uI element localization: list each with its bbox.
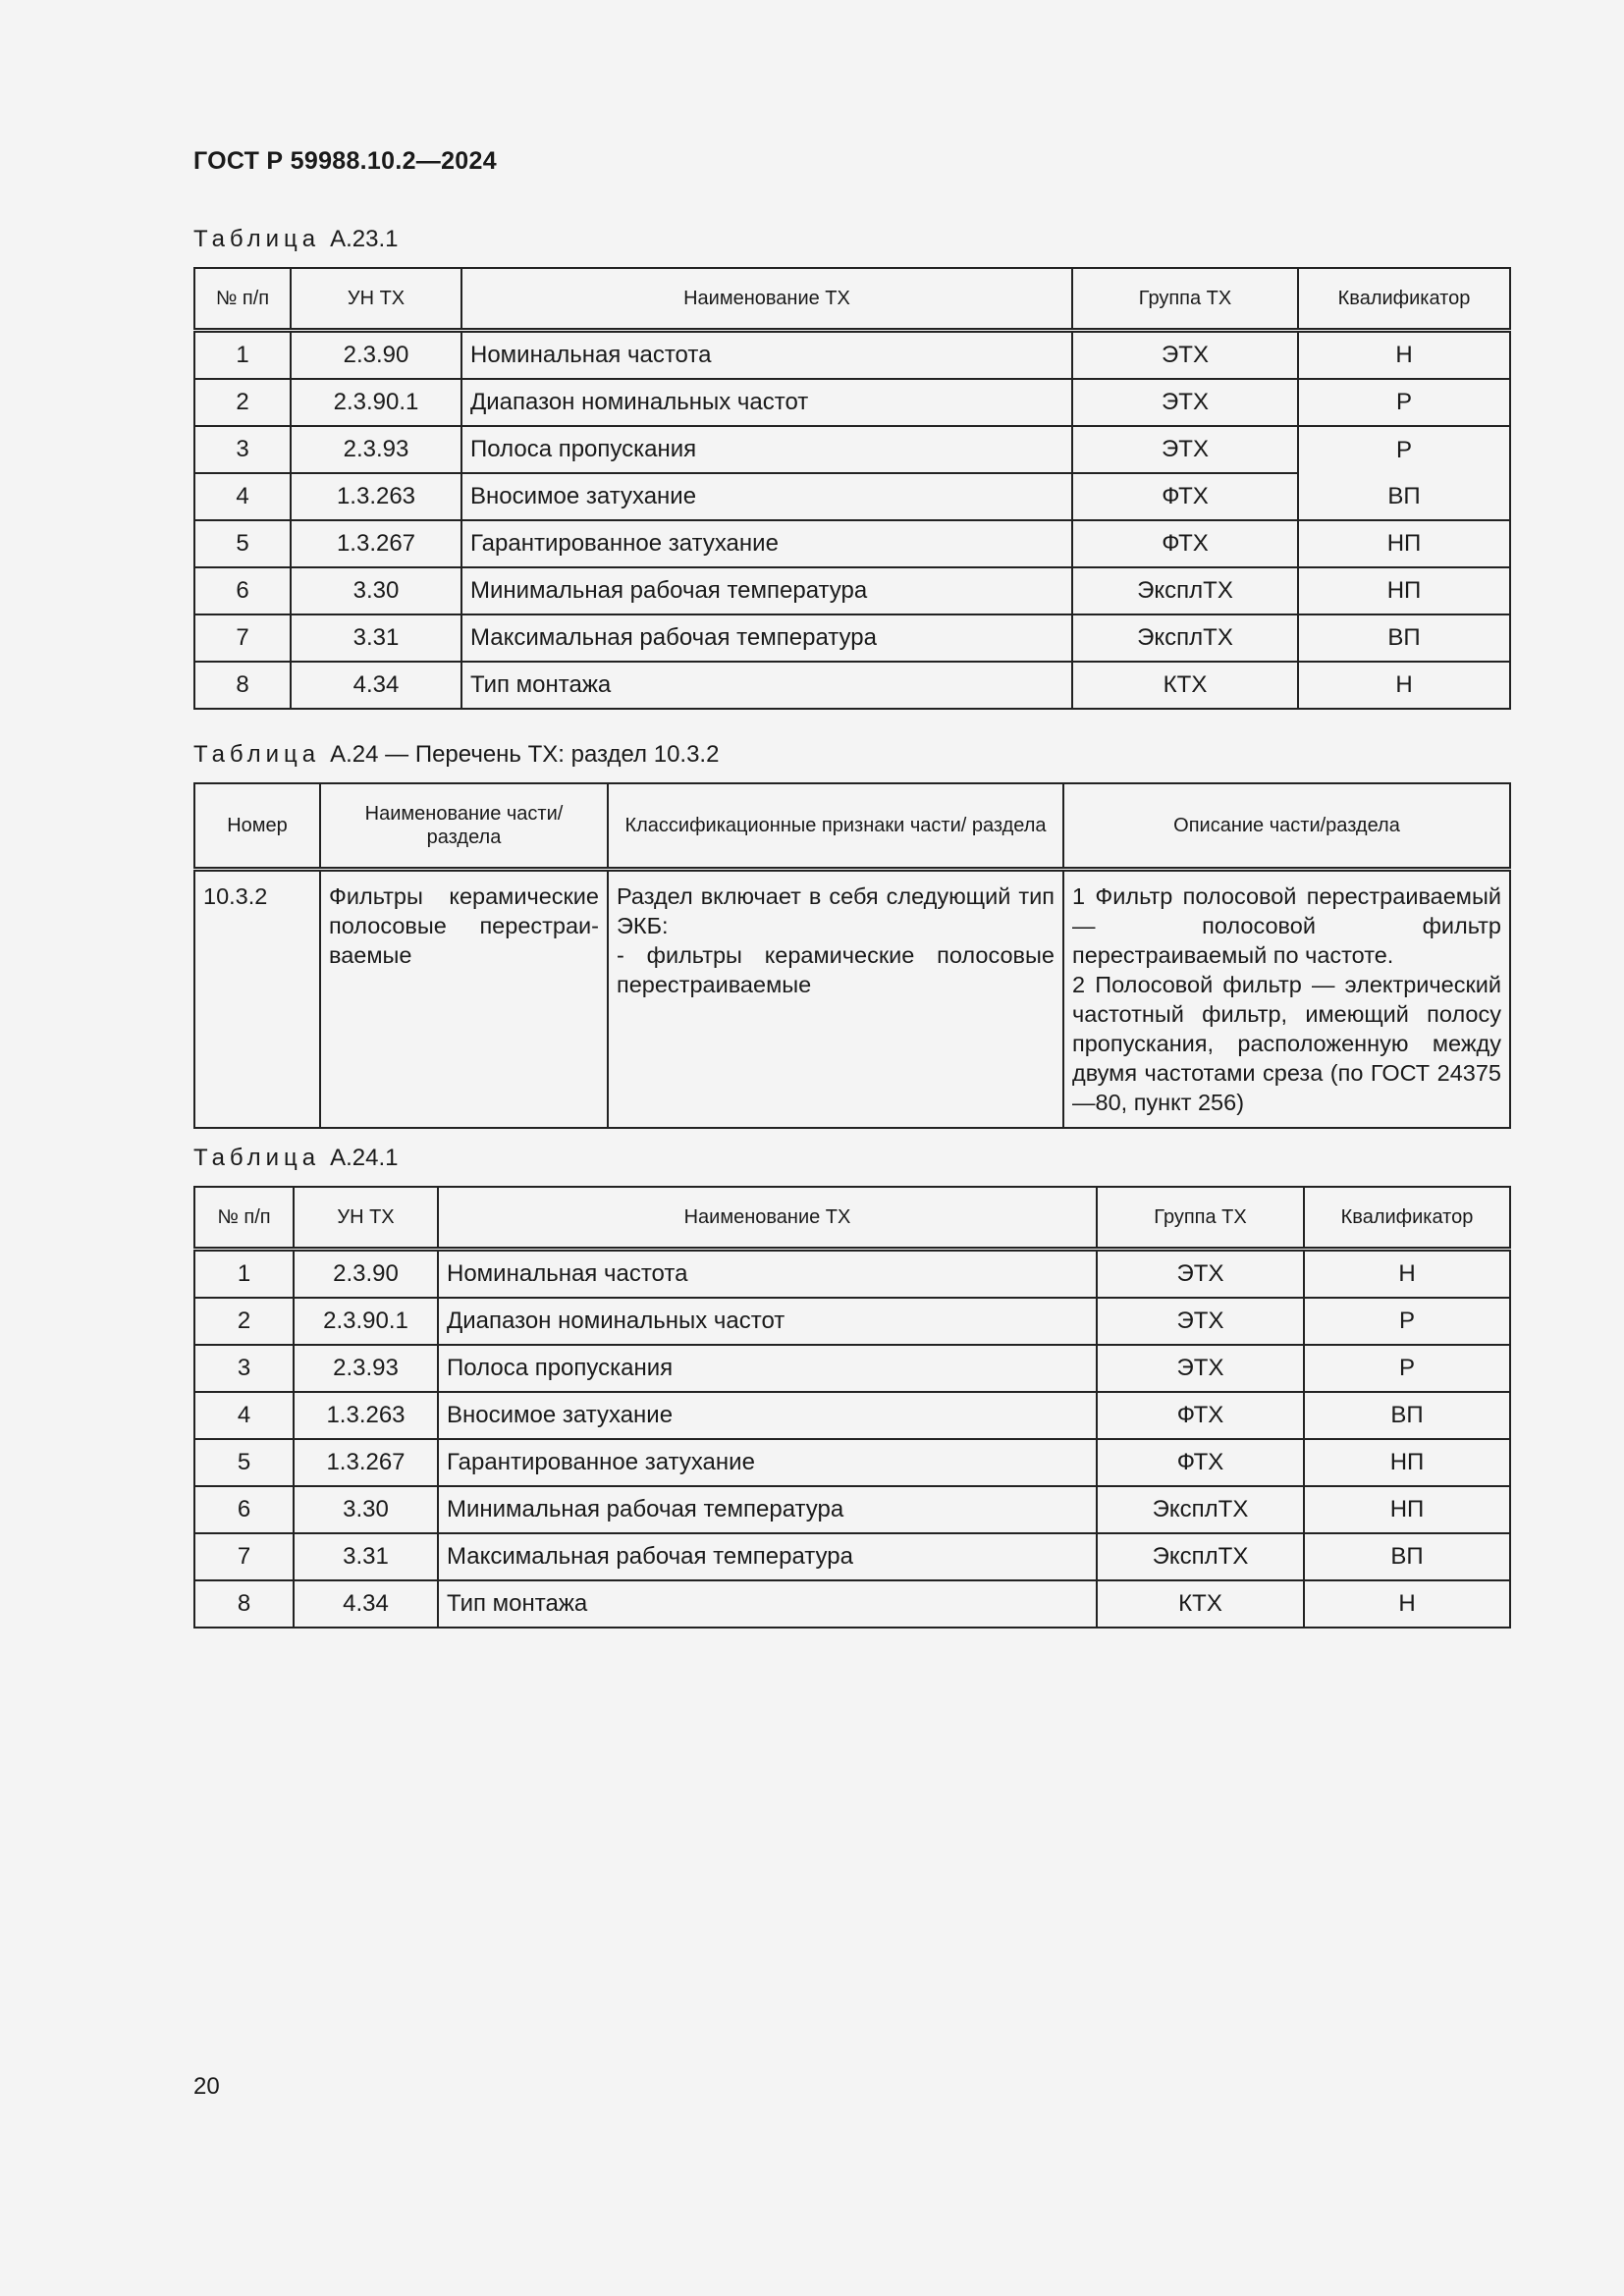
table-row	[194, 426, 1510, 473]
cell-qualifier: Н	[1298, 331, 1510, 380]
header-cell: Наименование ТХ	[438, 1187, 1097, 1250]
cell-name: Минимальная рабочая температура	[438, 1486, 1097, 1533]
description-item: 1 Фильтр полосовой перестраиваемый — полосовой фильтр перестраиваемый по частоте.	[1072, 883, 1501, 968]
cell-qualifier: НП	[1304, 1439, 1510, 1486]
cell-qualifier: ВП	[1298, 473, 1510, 520]
cell-qualifier: Н	[1298, 662, 1510, 709]
cell-code: 2.3.93	[291, 426, 461, 473]
cell-qualifier: ВП	[1304, 1392, 1510, 1439]
cell-qualifier: НП	[1298, 520, 1510, 567]
cell-group: КТХ	[1072, 662, 1298, 709]
cell-name: Минимальная рабочая температура	[461, 567, 1072, 614]
cell-name: Гарантированное затухание	[438, 1439, 1097, 1486]
cell-code: 2.3.90.1	[291, 379, 461, 426]
table-row	[194, 662, 1510, 709]
cell-index: 6	[194, 1486, 294, 1533]
table-row	[194, 1345, 1510, 1392]
header-cell: Наименование части/ раздела	[320, 783, 608, 870]
description-item: 2 Полосовой фильтр — электрический частотный фильтр, имеющий полосу пропускания, расположенную между двумя частотами среза (по ГОСТ 24375—80, пункт 256)	[1072, 972, 1501, 1115]
table-a24-1	[193, 1186, 1511, 1629]
cell-index: 4	[194, 1392, 294, 1439]
cell-group: ЭТХ	[1097, 1298, 1304, 1345]
cell-code: 3.30	[294, 1486, 438, 1533]
cell-qualifier: Н	[1304, 1250, 1510, 1299]
page-number: 20	[193, 2073, 220, 2100]
table-header-row	[194, 783, 1510, 870]
table-row	[194, 1439, 1510, 1486]
header-cell: Группа ТХ	[1072, 268, 1298, 331]
cell-code: 4.34	[291, 662, 461, 709]
cell-code: 2.3.93	[294, 1345, 438, 1392]
cell-name: Полоса пропускания	[438, 1345, 1097, 1392]
cell-qualifier: НП	[1304, 1486, 1510, 1533]
header-cell: Номер	[194, 783, 320, 870]
table-row	[194, 1250, 1510, 1299]
cell-name: Номинальная частота	[438, 1250, 1097, 1299]
cell-name: Полоса пропускания	[461, 426, 1072, 473]
table-row	[194, 1298, 1510, 1345]
cell-qualifier: Р	[1298, 379, 1510, 426]
caption-word: Таблица	[193, 226, 321, 252]
cell-code: 2.3.90.1	[294, 1298, 438, 1345]
classification-line: - фильтры керамические полосовые перестраиваемые	[617, 942, 1055, 997]
cell-name: Тип монтажа	[438, 1580, 1097, 1628]
caption-label: А.24 — Перечень ТХ: раздел 10.3.2	[330, 741, 720, 768]
cell-index: 3	[194, 1345, 294, 1392]
table-row	[194, 379, 1510, 426]
cell-name: Диапазон номинальных частот	[438, 1298, 1097, 1345]
cell-index: 2	[194, 1298, 294, 1345]
cell-name: Гарантированное затухание	[461, 520, 1072, 567]
cell-name: Диапазон номинальных частот	[461, 379, 1072, 426]
caption-label: А.24.1	[330, 1145, 399, 1171]
cell-index: 7	[194, 614, 291, 662]
cell-qualifier: ВП	[1304, 1533, 1510, 1580]
cell-code: 3.31	[294, 1533, 438, 1580]
header-cell: Наименование ТХ	[461, 268, 1072, 331]
cell-name: Тип монтажа	[461, 662, 1072, 709]
table-row	[194, 1533, 1510, 1580]
cell-code: 4.34	[294, 1580, 438, 1628]
cell-name: Номинальная частота	[461, 331, 1072, 380]
header-cell: Классификационные признаки части/ раздела	[608, 783, 1063, 870]
cell-group: ЭТХ	[1072, 379, 1298, 426]
cell-index: 1	[194, 331, 291, 380]
cell-index: 5	[194, 520, 291, 567]
cell-group: ЭксплТХ	[1072, 567, 1298, 614]
cell-group: ЭТХ	[1072, 426, 1298, 473]
header-cell: Квалификатор	[1304, 1187, 1510, 1250]
table-header-row	[194, 268, 1510, 331]
cell-name: Максимальная рабочая температура	[461, 614, 1072, 662]
cell-code: 1.3.263	[291, 473, 461, 520]
cell-section-name: Фильтры керамические полосовые перестраи-ваемые	[320, 870, 608, 1129]
table-row	[194, 473, 1510, 520]
table-row	[194, 870, 1510, 1129]
table-row	[194, 331, 1510, 380]
header-cell: Описание части/раздела	[1063, 783, 1510, 870]
cell-qualifier: НП	[1298, 567, 1510, 614]
table-a24-caption	[193, 741, 719, 769]
cell-description	[1063, 870, 1510, 1129]
cell-code: 2.3.90	[291, 331, 461, 380]
cell-index: 5	[194, 1439, 294, 1486]
header-cell: УН ТХ	[291, 268, 461, 331]
table-row	[194, 520, 1510, 567]
cell-name: Вносимое затухание	[461, 473, 1072, 520]
cell-code: 3.31	[291, 614, 461, 662]
table-row	[194, 1392, 1510, 1439]
cell-group: ЭксплТХ	[1097, 1533, 1304, 1580]
cell-index: 7	[194, 1533, 294, 1580]
cell-group: КТХ	[1097, 1580, 1304, 1628]
header-cell: Квалификатор	[1298, 268, 1510, 331]
cell-qualifier: ВП	[1298, 614, 1510, 662]
cell-index: 8	[194, 1580, 294, 1628]
cell-index: 1	[194, 1250, 294, 1299]
cell-group: ЭксплТХ	[1072, 614, 1298, 662]
cell-section-number: 10.3.2	[194, 870, 320, 1129]
cell-name: Максимальная рабочая температура	[438, 1533, 1097, 1580]
table-a24	[193, 782, 1511, 1129]
cell-name: Вносимое затухание	[438, 1392, 1097, 1439]
cell-code: 1.3.263	[294, 1392, 438, 1439]
cell-code: 3.30	[291, 567, 461, 614]
table-row	[194, 1580, 1510, 1628]
caption-label: А.23.1	[330, 226, 399, 252]
table-row	[194, 1486, 1510, 1533]
cell-group: ФТХ	[1072, 473, 1298, 520]
cell-group: ЭТХ	[1097, 1250, 1304, 1299]
table-a24-1-caption	[193, 1145, 399, 1172]
header-cell: Группа ТХ	[1097, 1187, 1304, 1250]
classification-line: Раздел включает в себя следующий тип ЭКБ:	[617, 883, 1055, 938]
cell-group: ФТХ	[1097, 1392, 1304, 1439]
cell-index: 8	[194, 662, 291, 709]
caption-word: Таблица	[193, 1145, 321, 1171]
cell-qualifier: Н	[1304, 1580, 1510, 1628]
table-a23-1	[193, 267, 1511, 710]
cell-index: 2	[194, 379, 291, 426]
table-header-row	[194, 1187, 1510, 1250]
cell-qualifier: Р	[1298, 426, 1510, 473]
cell-code: 1.3.267	[291, 520, 461, 567]
caption-word: Таблица	[193, 741, 321, 768]
cell-classification	[608, 870, 1063, 1129]
cell-group: ФТХ	[1072, 520, 1298, 567]
cell-index: 6	[194, 567, 291, 614]
cell-qualifier: Р	[1304, 1298, 1510, 1345]
header-cell: № п/п	[194, 1187, 294, 1250]
table-a23-1-caption	[193, 226, 399, 253]
header-cell: № п/п	[194, 268, 291, 331]
cell-group: ЭксплТХ	[1097, 1486, 1304, 1533]
table-row	[194, 567, 1510, 614]
cell-code: 2.3.90	[294, 1250, 438, 1299]
cell-index: 4	[194, 473, 291, 520]
table-row	[194, 614, 1510, 662]
cell-group: ЭТХ	[1072, 331, 1298, 380]
cell-index: 3	[194, 426, 291, 473]
document-header: ГОСТ Р 59988.10.2—2024	[193, 147, 497, 175]
cell-code: 1.3.267	[294, 1439, 438, 1486]
cell-group: ЭТХ	[1097, 1345, 1304, 1392]
cell-group: ФТХ	[1097, 1439, 1304, 1486]
cell-qualifier: Р	[1304, 1345, 1510, 1392]
header-cell: УН ТХ	[294, 1187, 438, 1250]
